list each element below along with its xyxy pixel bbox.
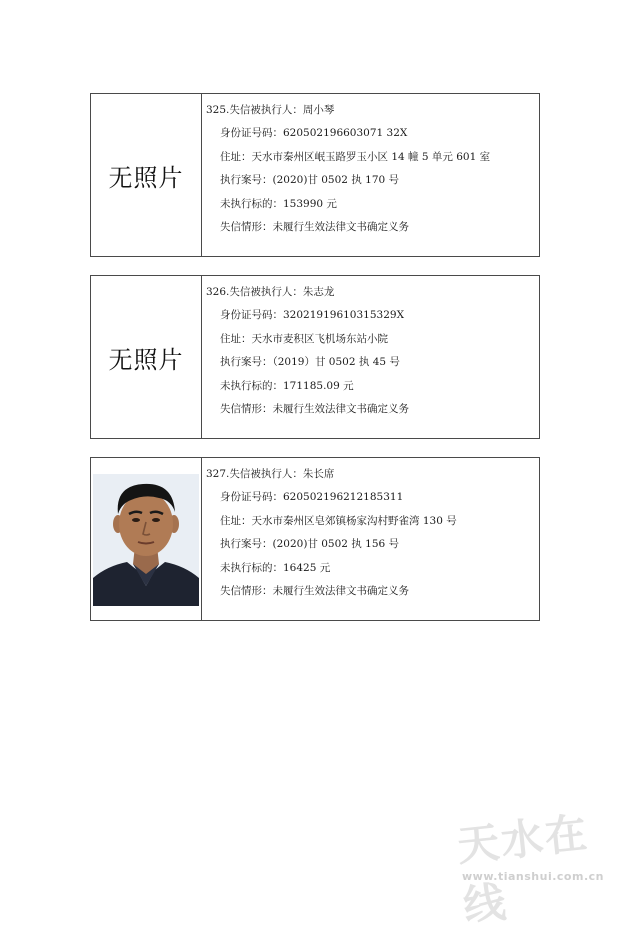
id-value: 32021919610315329X: [283, 309, 405, 322]
id-line: [206, 486, 539, 509]
id-label: 身份证号码：: [220, 127, 283, 140]
amount-label: 未执行标的：: [220, 197, 283, 210]
watermark-logo-text: 天水在线: [454, 808, 592, 931]
record-card-327: [90, 457, 540, 621]
id-line: [206, 122, 539, 145]
address-label: 住址：: [220, 514, 252, 527]
address-value: 天水市麦积区飞机场东站小院: [251, 332, 388, 345]
record-card-325: [90, 93, 540, 257]
id-label: 身份证号码：: [220, 491, 283, 504]
id-value: 620502196212185311: [283, 491, 404, 504]
photo-box: [91, 458, 202, 620]
no-photo-label: 无照片: [108, 345, 184, 374]
id-label: 身份证号码：: [220, 309, 283, 322]
no-photo-label: 无照片: [108, 163, 184, 192]
record-card-326: [90, 275, 540, 439]
case-label: 执行案号：: [220, 538, 273, 551]
situation-line: [206, 398, 539, 421]
id-value: 620502196603071 32X: [283, 127, 408, 140]
record-info: [202, 276, 539, 438]
case-label: 执行案号：: [220, 356, 273, 369]
amount-line: [206, 375, 539, 398]
situation-label: 失信情形：: [220, 584, 273, 597]
address-label: 住址：: [220, 150, 252, 163]
record-title: 327.失信被执行人：朱长席: [206, 468, 335, 480]
situation-label: 失信情形：: [220, 402, 273, 415]
situation-label: 失信情形：: [220, 220, 273, 233]
case-value: (2020)甘 0502 执 156 号: [272, 538, 400, 551]
case-line: [206, 351, 539, 374]
amount-line: [206, 193, 539, 216]
situation-value: 未履行生效法律文书确定义务: [272, 584, 409, 597]
address-value: 天水市秦州区岷玉路罗玉小区 14 幢 5 单元 601 室: [251, 150, 491, 163]
address-line: [206, 146, 539, 169]
address-value: 天水市秦州区皂郊镇杨家沟村野雀湾 130 号: [251, 514, 457, 527]
address-line: [206, 328, 539, 351]
site-watermark: [448, 808, 623, 931]
situation-value: 未履行生效法律文书确定义务: [272, 220, 409, 233]
amount-line: [206, 557, 539, 580]
record-info: [202, 458, 539, 620]
id-line: [206, 304, 539, 327]
address-line: [206, 510, 539, 533]
record-title: 326.失信被执行人：朱志龙: [206, 286, 335, 298]
case-value: (2020)甘 0502 执 170 号: [272, 174, 400, 187]
photo-box: [91, 94, 202, 256]
amount-value: 16425 元: [283, 561, 331, 574]
situation-line: [206, 216, 539, 239]
watermark-url: www.tianshui.com.cn: [462, 870, 604, 883]
amount-value: 153990 元: [283, 197, 337, 210]
case-label: 执行案号：: [220, 174, 273, 187]
case-line: [206, 533, 539, 556]
address-label: 住址：: [220, 332, 252, 345]
case-line: [206, 169, 539, 192]
photo-box: [91, 276, 202, 438]
case-value: （2019）甘 0502 执 45 号: [272, 356, 400, 369]
record-info: [202, 94, 539, 256]
situation-line: [206, 580, 539, 603]
amount-label: 未执行标的：: [220, 561, 283, 574]
record-title: 325.失信被执行人：周小琴: [206, 104, 335, 116]
amount-value: 171185.09 元: [283, 379, 354, 392]
amount-label: 未执行标的：: [220, 379, 283, 392]
person-portrait: [93, 474, 199, 606]
situation-value: 未履行生效法律文书确定义务: [272, 402, 409, 415]
